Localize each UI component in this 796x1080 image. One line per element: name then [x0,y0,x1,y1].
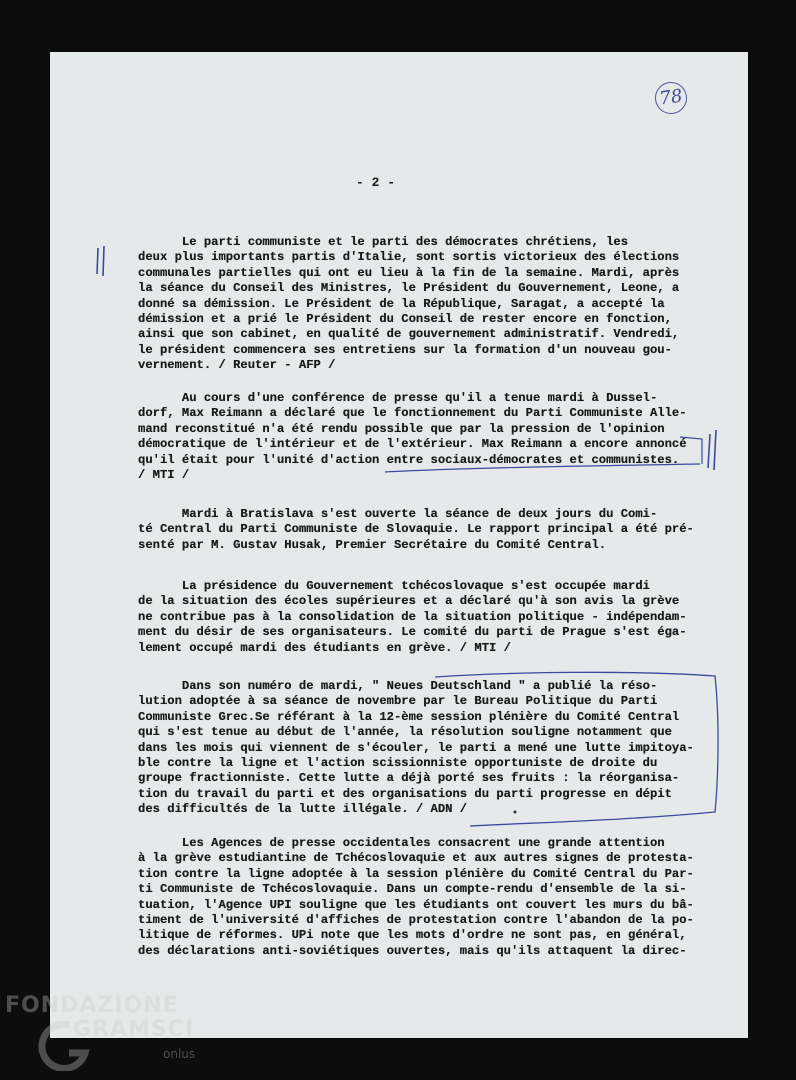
text-line: Dans son numéro de mardi, " Neues Deutschland " a publié la réso- [138,679,658,693]
document-page [50,52,748,1038]
margin-mark-italy [90,242,120,282]
text-line: Communiste Grec.Se référant à la 12-ème session plénière du Comité Central [138,709,680,724]
text-line: à la grève estudiantine de Tchécoslovaquie et aux autres signes de protesta- [138,851,694,866]
text-line: la séance du Conseil des Ministres, le Président du Gouvernement, Leone, a [138,281,680,296]
underline-bracket-germany [380,422,720,482]
text-line: litique de réformes. UPi note que les mots d'ordre ne sont pas, en général, [138,928,687,943]
text-line: qu'il était pour l'unité d'action entre sociaux-démocrates et communistes. [138,452,680,467]
text-line: de la situation des écoles supérieures et a déclaré qu'à son avis la grève [138,594,680,609]
text-line: mand reconstitué n'a été rendu possible que par la pression de l'opinion [138,421,665,436]
watermark-logo [5,993,205,1073]
text-line: deux plus importants partis d'Italie, sont sortis victorieux des élections [138,250,680,265]
text-line: senté par M. Gustav Husak, Premier Secrétaire du Comité Central. [138,537,607,552]
text-line: vernement. / Reuter - AFP / [138,358,336,373]
text-line: tion contre la ligne adoptée à la session plénière du Comité Central du Par- [138,866,694,881]
watermark-line3: onlus [163,1047,196,1061]
text-line: dorf, Max Reimann a déclaré que le fonctionnement du Parti Communiste Alle- [138,406,687,421]
text-line: ainsi que son cabinet, en qualité de gouvernement administratif. Vendredi, [138,327,680,342]
text-line: lement occupé mardi des étudiants en grève. / MTI / [138,640,511,655]
paragraph-italy [138,235,718,374]
text-line: donné sa démission. Le Président de la République, Saragat, a accepté la [138,296,665,311]
text-line: / MTI / [138,468,190,483]
page-marker: - 2 - [356,175,396,190]
watermark-line2: GRAMSCI [73,1017,195,1042]
text-line: té Central du Parti Communiste de Slovaquie. Le rapport principal a été pré- [138,522,694,537]
text-line: Mardi à Bratislava s'est ouverte la séance de deux jours du Comi- [138,507,658,521]
paragraph-czechoslovakia [138,579,718,656]
text-line: des déclarations anti-soviétiques ouvertes, mais qu'ils attaquent la direc- [138,943,687,958]
pen-dot [505,802,525,822]
text-line: qui s'est tenue au début de l'année, la résolution souligne notamment que [138,725,672,740]
text-line: tuation, l'Agence UPI souligne que les étudiants ont couvert les murs du bâ- [138,897,694,912]
text-line: ble contre la ligne et l'action scissionniste opportuniste de droite du [138,756,658,771]
paragraph-slovakia [138,507,718,553]
text-line: La présidence du Gouvernement tchécoslovaque s'est occupée mardi [138,579,650,593]
text-line: Les Agences de presse occidentales consacrent une grande attention [138,836,665,850]
text-line: démission et a prié le Président du Conseil de rester encore en fonction, [138,312,672,327]
text-line: groupe fractionniste. Cette lutte a déjà porté ses fruits : la réorganisa- [138,771,680,786]
text-line: tion du travail du parti et des organisations du parti progresse en dépit [138,786,672,801]
text-line: Au cours d'une conférence de presse qu'il a tenue mardi à Dussel- [138,391,658,405]
handwritten-page-number: 78 [653,80,689,116]
text-line: communales partielles qui ont eu lieu à la fin de la semaine. Mardi, après [138,265,680,280]
text-line: Le parti communiste et le parti des démocrates chrétiens, les [138,235,629,249]
text-line: le président commencera ses entretiens sur la formation d'un nouveau gou- [138,342,672,357]
text-line: timent de l'université d'affiches de protestation contre l'abandon de la po- [138,913,694,928]
paragraph-western-agencies [138,836,718,959]
text-line: lution adoptée à sa séance de novembre par le Bureau Politique du Parti [138,694,658,709]
text-line: démocratique de l'intérieur et de l'extérieur. Max Reimann a encore annoncé [138,437,687,452]
text-line: dans les mois qui viennent de s'écouler, le parti a mené une lutte impitoya- [138,740,694,755]
text-line: ti Communiste de Tchécoslovaquie. Dans un compte-rendu d'ensemble de la si- [138,882,687,897]
text-line: ment du désir de ses organisateurs. Le comité du parti de Prague s'est éga- [138,625,687,640]
watermark-line1: FONDAZIONE [5,993,179,1018]
text-line: ne contribue pas à la consolidation de la situation politique - indépendam- [138,609,687,624]
bracket-greece [430,662,730,832]
text-line: des difficultés de la lutte illégale. / ADN / [138,802,468,817]
